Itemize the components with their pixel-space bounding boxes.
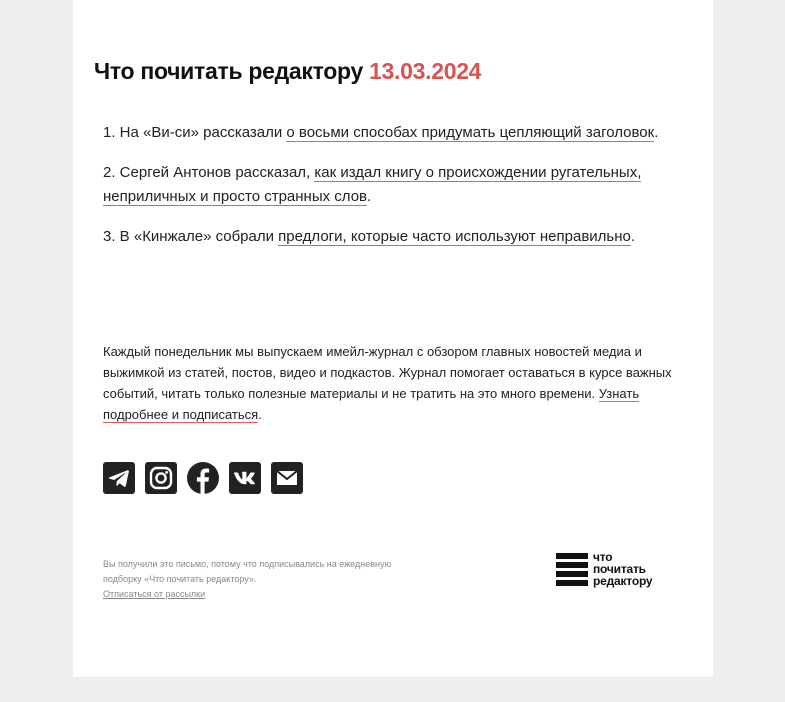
subscribe-link[interactable]: Узнать подробнее и подписаться: [103, 386, 640, 422]
facebook-link[interactable]: [187, 462, 219, 494]
vk-icon: [229, 462, 261, 494]
unsubscribe-link[interactable]: Отписаться от рассылки: [103, 589, 206, 599]
telegram-link[interactable]: [103, 462, 135, 494]
article-link[interactable]: как издал книгу о происхождении ругательных, неприличных и просто странных слов: [103, 164, 642, 205]
item-text: 3. В «Кинжале» собрали: [103, 228, 279, 245]
item-text: 2. Сергей Антонов рассказал,: [103, 164, 315, 181]
logo-line: редактору: [593, 574, 653, 588]
instagram-link[interactable]: [145, 462, 177, 494]
logo-bars-icon: [556, 553, 588, 587]
footer-text: Вы получили это письмо, потому что подписывались на ежедневную подборку «Что почитать редактору».: [103, 559, 392, 584]
item-suffix: .: [654, 124, 659, 141]
article-list: [103, 121, 688, 265]
logo-line: почитать: [593, 562, 646, 576]
email-card: [73, 0, 713, 677]
about-paragraph: [103, 341, 688, 425]
footer-note: [103, 557, 393, 602]
list-item: [103, 225, 688, 249]
logo-wordmark: [593, 551, 652, 587]
about-suffix: .: [258, 407, 262, 422]
about-text: Каждый понедельник мы выпускаем имейл-журнал с обзором главных новостей медиа и выжимкой из статей, постов, видео и подкастов. Журнал помогает оставаться в курсе важных событий, читать только полезные материалы и не тратить на это много времени.: [103, 344, 672, 401]
vk-link[interactable]: [229, 462, 261, 494]
facebook-icon: [187, 462, 219, 494]
item-text: 1. На «Ви-си» рассказали: [103, 124, 287, 141]
telegram-icon: [103, 462, 135, 494]
title-text: Что почитать редактору: [94, 58, 363, 84]
logo-line: что: [593, 550, 613, 564]
item-suffix: .: [367, 188, 372, 205]
list-item: [103, 161, 688, 209]
article-link[interactable]: о восьми способах придумать цепляющий заголовок: [286, 124, 655, 141]
social-links: [103, 462, 303, 494]
email-icon: [271, 462, 303, 494]
email-link[interactable]: [271, 462, 303, 494]
issue-date: 13.03.2024: [369, 58, 482, 84]
logo: [556, 552, 684, 588]
article-link[interactable]: предлоги, которые часто используют неправильно: [278, 228, 631, 245]
instagram-icon: [145, 462, 177, 494]
item-suffix: .: [630, 228, 636, 245]
page-title: [94, 58, 481, 85]
list-item: [103, 121, 688, 145]
